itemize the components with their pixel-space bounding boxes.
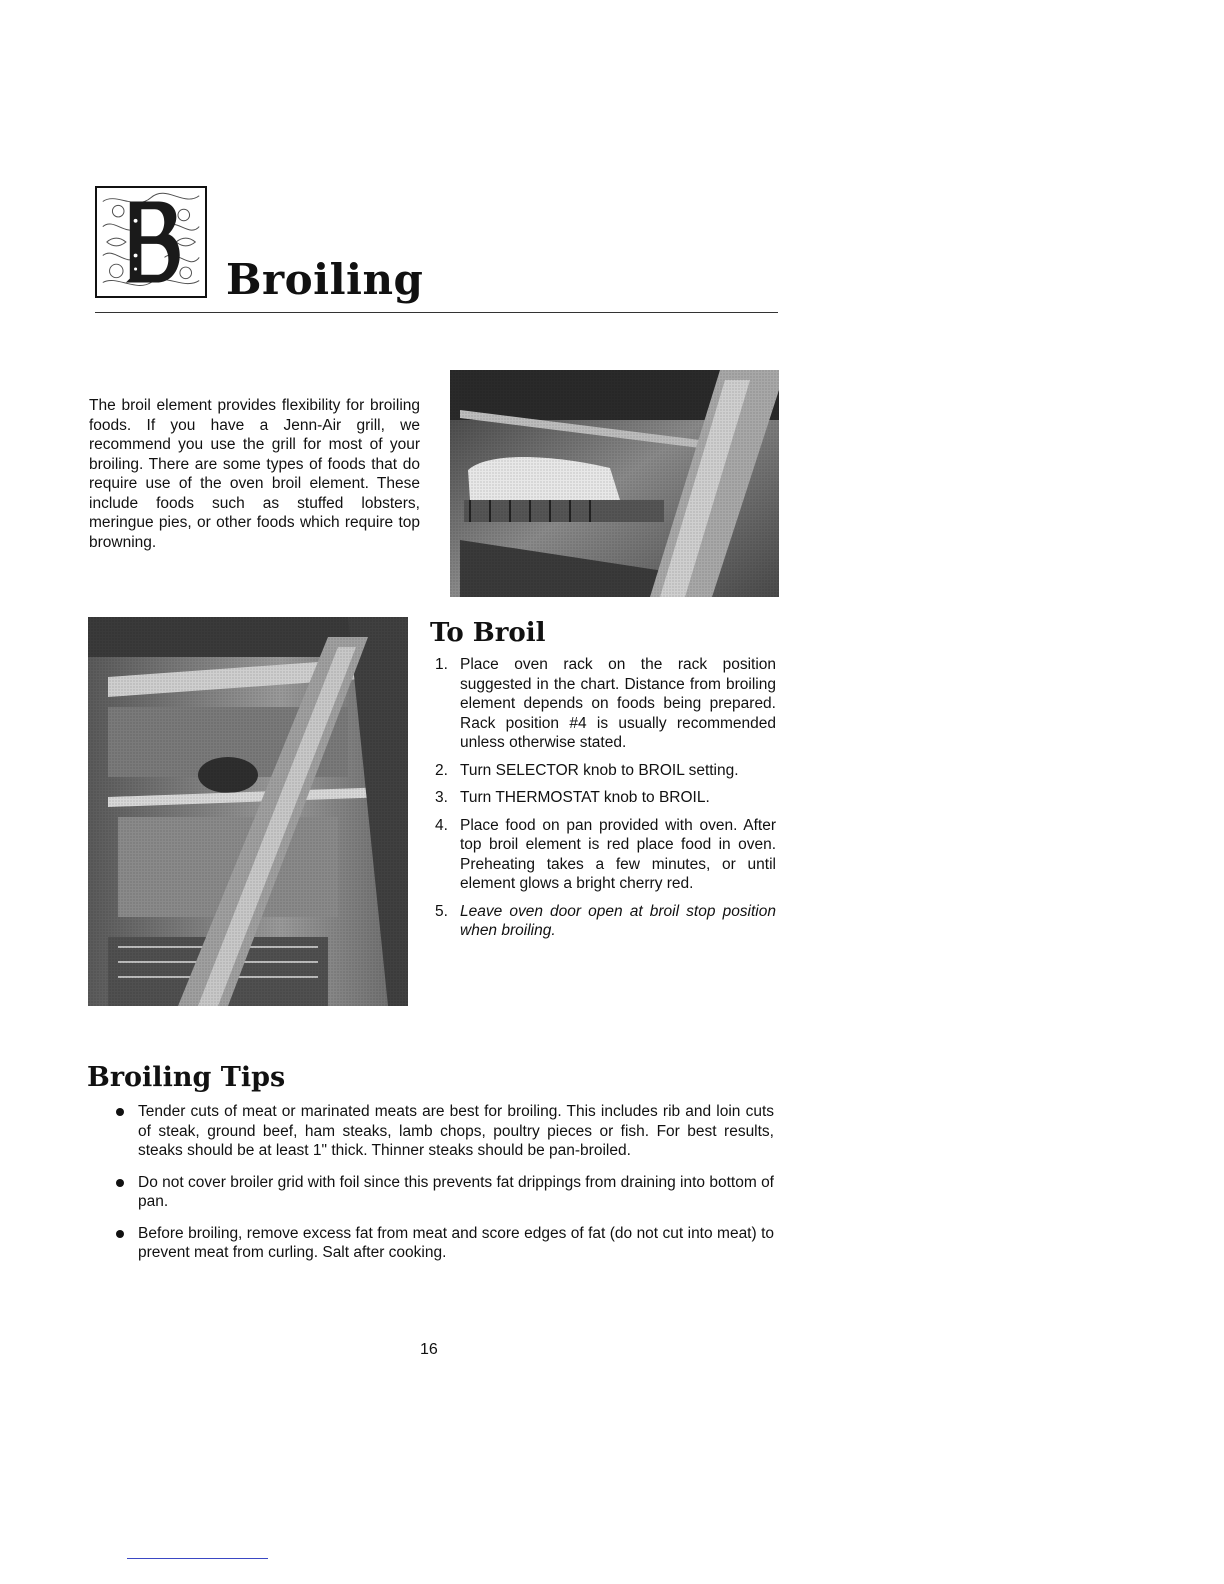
step-number: 3. [435,789,448,806]
title-divider [95,312,778,313]
step-text: Leave oven door open at broil stop position when broiling. [460,902,776,939]
step-number: 1. [435,656,448,673]
bullet-icon [116,1108,124,1116]
step-text: Turn SELECTOR knob to BROIL setting. [460,761,739,779]
list-item [432,816,776,894]
step-number: 5. [435,902,448,920]
step-text: Place oven rack on the rack position suggested in the chart. Distance from broiling element depends on foods being prepared. Rack position #4 is usually recommended unless otherwise stated. [460,656,776,751]
photo-broil-pan-in-oven [450,370,779,597]
list-item [432,761,776,781]
bullet-icon [116,1230,124,1238]
tip-text: Tender cuts of meat or marinated meats are best for broiling. This includes rib and loin cuts of steak, ground beef, ham steaks, lamb chops, poultry pieces or fish. For best results, steaks should be at least 1" thick. Thinner steaks should be pan-broiled. [138,1103,774,1159]
photo-oven-door-open [88,617,408,1006]
broiling-tips-heading: Broiling Tips [87,1062,286,1093]
to-broil-heading: To Broil [430,618,546,648]
list-item [432,655,776,753]
list-item [432,788,776,808]
list-item [112,1173,774,1212]
list-item [112,1224,774,1263]
list-item [112,1102,774,1161]
page-number: 16 [420,1341,438,1358]
bullet-icon [116,1179,124,1187]
tip-text: Do not cover broiler grid with foil since this prevents fat drippings from draining into bottom of pan. [138,1173,774,1210]
broiling-tips-list [112,1102,774,1275]
list-item [432,902,776,941]
intro-paragraph: The broil element provides flexibility for broiling foods. If you have a Jenn-Air grill, we recommend you use the grill for most of your broiling. There are some types of foods that do require use of the oven broil element. These include foods such as stuffed lobsters, meringue pies, or other foods which require top browning. [89,397,420,551]
to-broil-steps [432,655,776,949]
step-number: 4. [435,816,448,834]
step-text: Turn THERMOSTAT knob to BROIL. [460,789,710,806]
page-title: Broiling [226,255,424,304]
drop-cap-b-ornament [95,186,207,298]
footer-divider [127,1558,268,1559]
step-number: 2. [435,761,448,779]
ornamental-letter-b-icon [97,188,205,296]
tip-text: Before broiling, remove excess fat from meat and score edges of fat (do not cut into meat) to prevent meat from curling. Salt after cooking. [138,1224,774,1261]
step-text: Place food on pan provided with oven. After top broil element is red place food in oven. Preheating takes a few minutes, or until element glows a bright cherry red. [460,816,776,892]
